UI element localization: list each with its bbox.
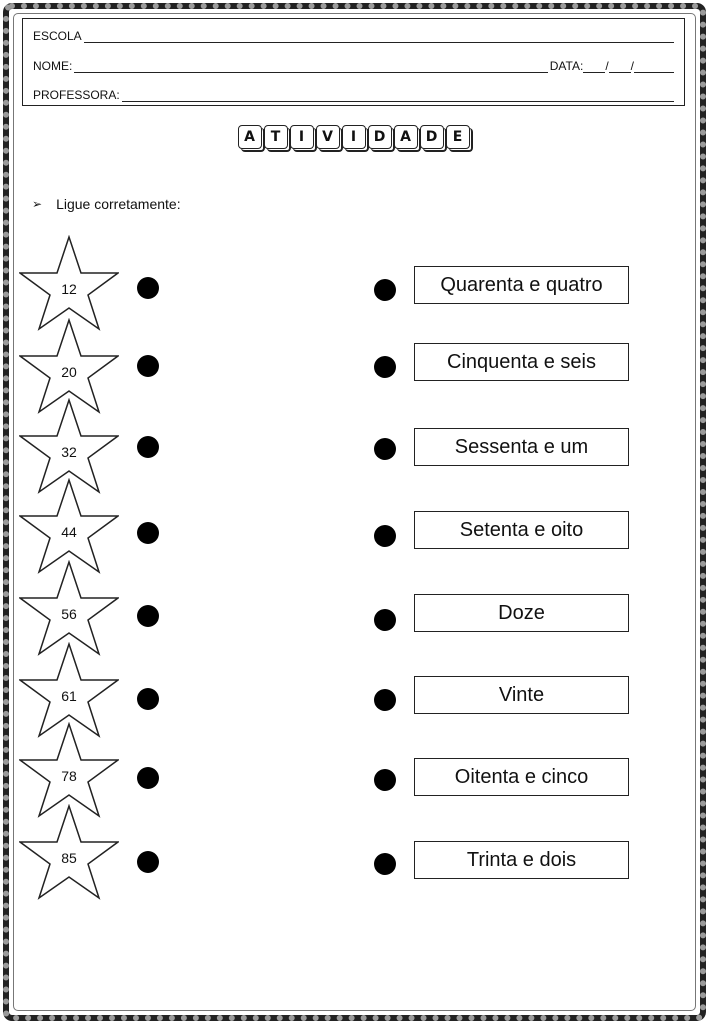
right-connect-dot[interactable] [374,769,396,791]
date-day-field[interactable] [583,60,605,73]
left-connect-dot[interactable] [137,605,159,627]
number-star [19,804,119,900]
title-letter-tile: V [316,125,340,149]
number-word-box: Quarenta e quatro [414,266,629,304]
right-connect-dot[interactable] [374,853,396,875]
teacher-field[interactable] [122,89,674,102]
header-box [22,18,685,106]
title-letter-tile: E [446,125,470,149]
star-number: 78 [61,768,77,784]
number-word-box: Doze [414,594,629,632]
star-number: 85 [61,850,77,866]
left-connect-dot[interactable] [137,767,159,789]
title-letter-tile: D [420,125,444,149]
left-connect-dot[interactable] [137,522,159,544]
right-connect-dot[interactable] [374,279,396,301]
star-number: 20 [61,364,77,380]
title-letter-tile: I [342,125,366,149]
name-label: NOME: [33,59,73,73]
right-connect-dot[interactable] [374,689,396,711]
date-month-field[interactable] [609,60,631,73]
star-number: 44 [61,524,77,540]
arrow-bullet-icon: ➢ [32,197,43,211]
title-letter-tile: T [264,125,288,149]
name-line [33,59,674,73]
instruction-text: Ligue corretamente: [56,196,181,212]
activity-title [0,125,709,149]
number-word-box: Sessenta e um [414,428,629,466]
date-separator-1: / [605,59,609,73]
left-connect-dot[interactable] [137,355,159,377]
teacher-line [33,88,674,102]
right-connect-dot[interactable] [374,356,396,378]
number-word-box: Trinta e dois [414,841,629,879]
title-letter-tile: D [368,125,392,149]
number-word-box: Cinquenta e seis [414,343,629,381]
date-separator-2: / [630,59,634,73]
title-letter-tile: I [290,125,314,149]
right-connect-dot[interactable] [374,438,396,460]
school-label: ESCOLA [33,29,82,43]
number-word-box: Oitenta e cinco [414,758,629,796]
name-field[interactable] [74,60,547,73]
school-line [33,29,674,43]
star-number: 32 [61,444,77,460]
number-word-box: Setenta e oito [414,511,629,549]
star-number: 61 [61,688,77,704]
right-connect-dot[interactable] [374,609,396,631]
date-label: DATA: [549,59,584,73]
star-number: 56 [61,606,77,622]
date-year-field[interactable] [634,60,674,73]
left-connect-dot[interactable] [137,688,159,710]
left-connect-dot[interactable] [137,277,159,299]
left-connect-dot[interactable] [137,851,159,873]
title-letter-tile: A [394,125,418,149]
teacher-label: PROFESSORA: [33,88,120,102]
instruction [32,196,181,212]
school-field[interactable] [84,30,674,43]
right-connect-dot[interactable] [374,525,396,547]
left-connect-dot[interactable] [137,436,159,458]
star-number: 12 [61,281,77,297]
title-letter-tile: A [238,125,262,149]
number-word-box: Vinte [414,676,629,714]
number-star [19,235,119,331]
